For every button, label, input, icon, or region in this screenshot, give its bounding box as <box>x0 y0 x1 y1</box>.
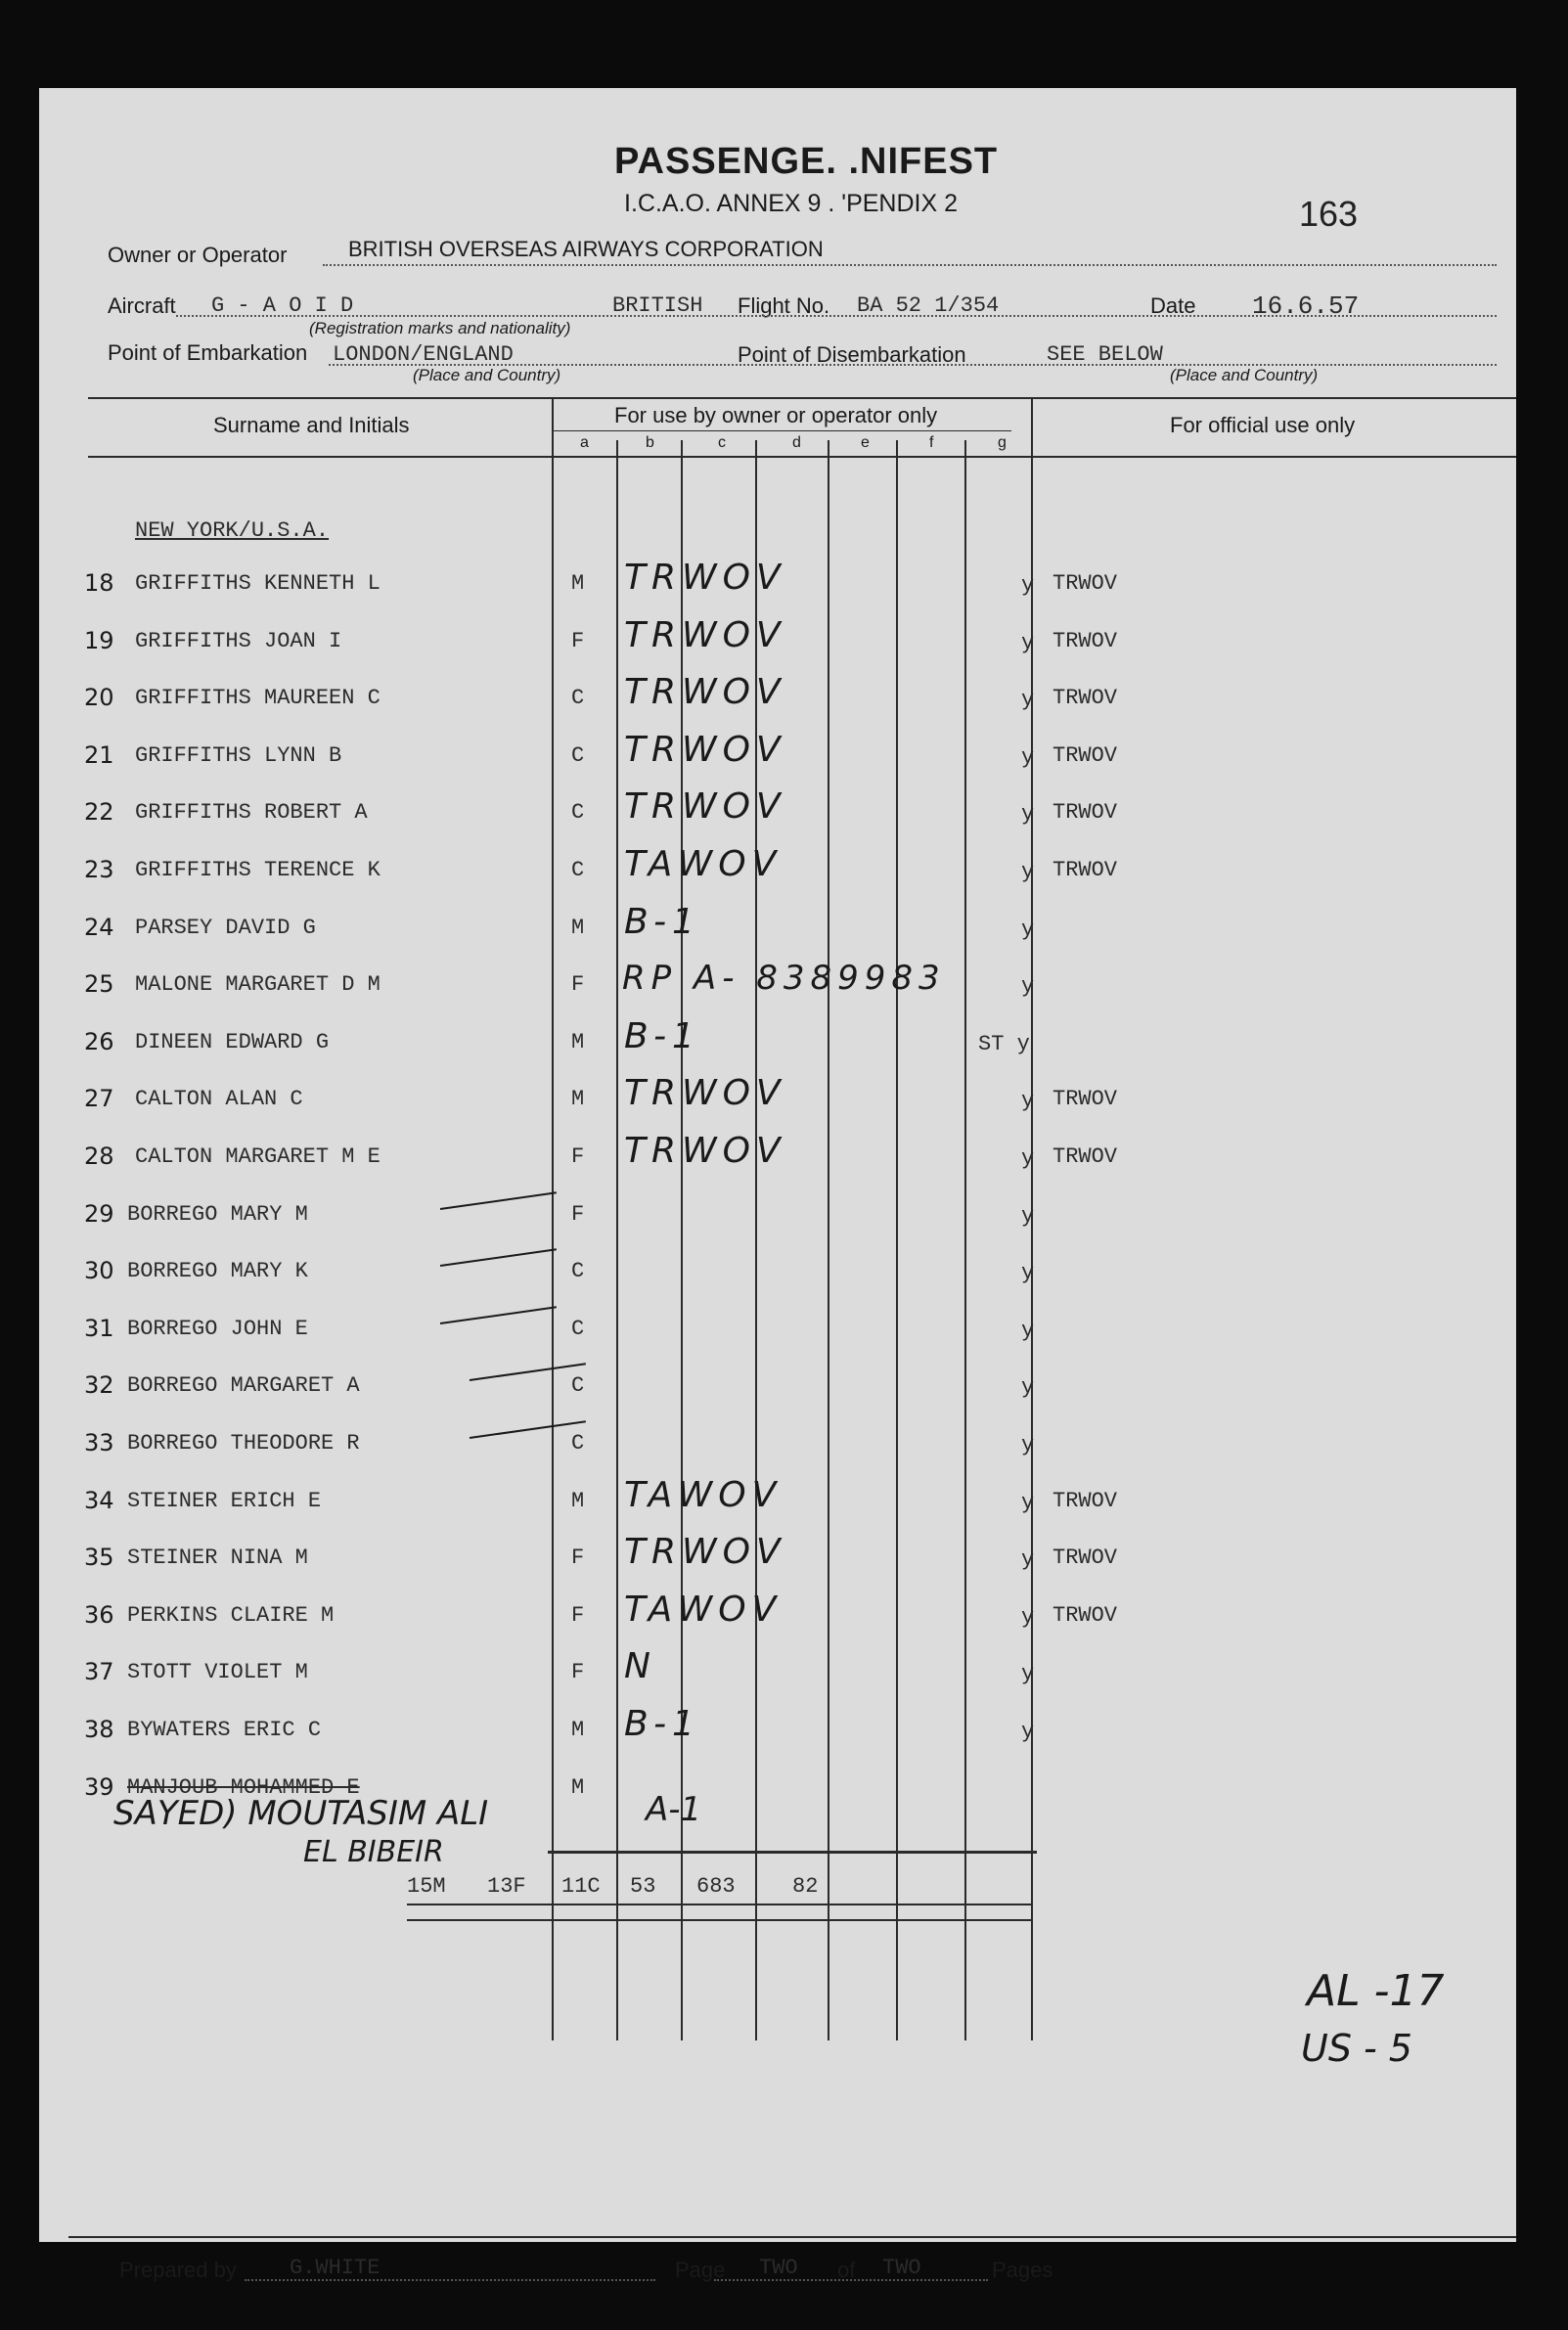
passenger-name: BORREGO MARY K <box>127 1259 308 1283</box>
flight-number: BA 52 1/354 <box>857 293 1000 318</box>
row-number: 31 <box>84 1315 114 1342</box>
registration-note: (Registration marks and nationality) <box>309 319 571 337</box>
passenger-category: M <box>571 1775 585 1800</box>
passenger-column-g: y <box>1021 1491 1035 1515</box>
col-e-header: e <box>861 434 870 451</box>
row-number: 22 <box>84 798 114 826</box>
strike-mark <box>470 1363 586 1381</box>
passenger-name: MALONE MARGARET D M <box>135 972 381 997</box>
passenger-code: TRWOV <box>624 786 786 827</box>
row-number: 18 <box>84 569 114 597</box>
passenger-column-g: y <box>1021 1433 1035 1457</box>
passenger-code: TRWOV <box>624 1073 786 1113</box>
passenger-column-g: y <box>1021 1605 1035 1630</box>
passenger-category: C <box>571 1317 585 1341</box>
row-number: 32 <box>84 1371 114 1399</box>
passenger-column-g: y <box>1021 802 1035 827</box>
passenger-name: GRIFFITHS LYNN B <box>135 743 342 768</box>
row-number: 20 <box>84 684 114 711</box>
passenger-column-g: y <box>1021 573 1035 598</box>
official-use-entry: TRWOV <box>1053 1087 1118 1111</box>
col-f-header: f <box>929 434 934 451</box>
passenger-column-g: y <box>1021 974 1035 999</box>
passenger-code: TRWOV <box>624 1131 786 1171</box>
row-number: 35 <box>84 1544 114 1571</box>
passenger-category: F <box>571 629 585 653</box>
passenger-column-g: y <box>1021 918 1035 942</box>
operator-label: Owner or Operator <box>108 243 288 267</box>
strike-mark <box>440 1191 557 1210</box>
passenger-name: DINEEN EDWARD G <box>135 1030 330 1054</box>
prepared-by-value: G.WHITE <box>290 2256 381 2280</box>
passenger-category: F <box>571 972 585 997</box>
passenger-column-g: y <box>1021 1319 1035 1343</box>
passenger-code: TAWOV <box>624 1475 783 1515</box>
passenger-column-g: y <box>1021 1375 1035 1400</box>
embarkation-value: LONDON/ENGLAND <box>333 342 514 367</box>
disembarkation-value: SEE BELOW <box>1047 342 1163 367</box>
passenger-name: BORREGO MARGARET A <box>127 1373 360 1398</box>
official-use-entry: TRWOV <box>1053 686 1118 710</box>
col-d-header: d <box>792 434 801 451</box>
operator-value: BRITISH OVERSEAS AIRWAYS CORPORATION <box>348 237 824 261</box>
official-use-entry: TRWOV <box>1053 1144 1118 1169</box>
official-use-entry: TRWOV <box>1053 1546 1118 1570</box>
row-number: 28 <box>84 1143 114 1170</box>
of-value: TWO <box>882 2256 921 2280</box>
col-g-header: g <box>998 434 1007 451</box>
date-label: Date <box>1150 293 1196 318</box>
disembarkation-note: (Place and Country) <box>1170 366 1319 384</box>
passenger-category: C <box>571 1373 585 1398</box>
row-number: 34 <box>84 1487 114 1514</box>
passenger-category: M <box>571 1087 585 1111</box>
passenger-name: GRIFFITHS ROBERT A <box>135 800 368 825</box>
passenger-category: F <box>571 1144 585 1169</box>
margin-note-line1: AL -17 <box>1307 1966 1445 2016</box>
passenger-name: MANJOUB MOHAMMED E <box>127 1775 360 1800</box>
page-number: 163 <box>1299 194 1359 234</box>
of-label: of <box>837 2258 856 2282</box>
manifest-sheet <box>39 88 1516 2282</box>
passenger-code: TRWOV <box>624 1532 786 1572</box>
total-d: 82 <box>792 1874 819 1899</box>
col-owner-use-header: For use by owner or operator only <box>614 403 938 427</box>
passenger-name: PARSEY DAVID G <box>135 916 316 940</box>
passenger-column-g: y <box>1021 1261 1035 1285</box>
total-c: 683 <box>696 1874 736 1899</box>
embarkation-label: Point of Embarkation <box>108 340 308 365</box>
correction-code: A-1 <box>646 1790 702 1829</box>
row-number: 30 <box>84 1257 114 1284</box>
passenger-code: TRWOV <box>624 615 786 655</box>
row-number: 25 <box>84 970 114 998</box>
official-use-entry: TRWOV <box>1053 571 1118 596</box>
passenger-code: RP A- 8389983 <box>622 959 946 998</box>
passenger-category: F <box>571 1546 585 1570</box>
aircraft-label: Aircraft <box>108 293 176 318</box>
passenger-name: BORREGO THEODORE R <box>127 1431 360 1456</box>
aircraft-nationality: BRITISH <box>612 293 703 318</box>
passenger-category: C <box>571 743 585 768</box>
passenger-code: B-1 <box>624 902 700 942</box>
official-use-entry: TRWOV <box>1053 858 1118 882</box>
passenger-code: TRWOV <box>624 558 786 598</box>
row-number: 38 <box>84 1716 114 1743</box>
row-number: 27 <box>84 1085 114 1112</box>
passenger-name: STEINER ERICH E <box>127 1489 322 1513</box>
passenger-name: GRIFFITHS MAUREEN C <box>135 686 381 710</box>
strike-mark <box>440 1248 557 1267</box>
passenger-category: M <box>571 571 585 596</box>
official-use-entry: TRWOV <box>1053 743 1118 768</box>
row-number: 39 <box>84 1773 114 1801</box>
passenger-column-g: y <box>1021 1662 1035 1686</box>
col-surname-header: Surname and Initials <box>213 413 410 437</box>
strike-mark <box>470 1420 586 1439</box>
passenger-column-g: y <box>1021 1204 1035 1229</box>
total-females: 13F <box>487 1874 526 1899</box>
flight-label: Flight No. <box>738 293 830 318</box>
passenger-name: PERKINS CLAIRE M <box>127 1603 335 1628</box>
embarkation-note: (Place and Country) <box>413 366 561 384</box>
pages-label: Pages <box>992 2258 1053 2282</box>
strike-mark <box>440 1306 557 1324</box>
col-official-use-header: For official use only <box>1170 413 1356 437</box>
manifest-title: PASSENGE. .NIFEST <box>614 141 999 182</box>
passenger-code: B-1 <box>624 1016 700 1056</box>
passenger-column-g: y <box>1021 1720 1035 1744</box>
destination-heading: NEW YORK/U.S.A. <box>135 518 330 543</box>
passenger-name: CALTON MARGARET M E <box>135 1144 381 1169</box>
passenger-name: GRIFFITHS TERENCE K <box>135 858 381 882</box>
official-use-entry: TRWOV <box>1053 629 1118 653</box>
passenger-name: STOTT VIOLET M <box>127 1660 308 1684</box>
official-use-entry: TRWOV <box>1053 800 1118 825</box>
passenger-category: M <box>571 1030 585 1054</box>
passenger-category: F <box>571 1202 585 1227</box>
passenger-name: BORREGO MARY M <box>127 1202 308 1227</box>
passenger-category: M <box>571 916 585 940</box>
row-number: 21 <box>84 741 114 769</box>
passenger-code: TAWOV <box>624 844 783 884</box>
passenger-category: F <box>571 1660 585 1684</box>
official-use-entry: TRWOV <box>1053 1603 1118 1628</box>
passenger-category: C <box>571 1431 585 1456</box>
passenger-code: B-1 <box>624 1704 700 1744</box>
passenger-column-g: y <box>1021 688 1035 712</box>
passenger-column-g: y <box>1021 631 1035 655</box>
total-children: 11C <box>561 1874 601 1899</box>
passenger-name: STEINER NINA M <box>127 1546 308 1570</box>
passenger-category: F <box>571 1603 585 1628</box>
total-males: 15M <box>407 1874 446 1899</box>
manifest-subtitle: I.C.A.O. ANNEX 9 . 'PENDIX 2 <box>624 190 958 217</box>
passenger-name: GRIFFITHS JOAN I <box>135 629 342 653</box>
margin-note-line2: US - 5 <box>1301 2027 1412 2070</box>
total-b: 53 <box>630 1874 656 1899</box>
correction-name-line1: SAYED) MOUTASIM ALI <box>113 1794 489 1833</box>
passenger-name: CALTON ALAN C <box>135 1087 303 1111</box>
disembarkation-label: Point of Disembarkation <box>738 342 966 367</box>
passenger-column-g: y <box>1021 1146 1035 1171</box>
aircraft-registration: G - A O I D <box>211 293 354 318</box>
row-number: 19 <box>84 627 114 654</box>
passenger-category: M <box>571 1718 585 1742</box>
prepared-by-label: Prepared by <box>119 2258 237 2282</box>
row-number: 36 <box>84 1601 114 1629</box>
passenger-code: TRWOV <box>624 672 786 712</box>
row-number: 33 <box>84 1429 114 1456</box>
col-b-header: b <box>646 434 654 451</box>
passenger-column-g: y <box>1021 860 1035 884</box>
passenger-category: C <box>571 686 585 710</box>
passenger-code: TRWOV <box>624 730 786 770</box>
passenger-name: GRIFFITHS KENNETH L <box>135 571 381 596</box>
row-number: 24 <box>84 914 114 941</box>
row-number: 29 <box>84 1200 114 1228</box>
correction-name-line2: EL BIBEIR <box>303 1835 444 1869</box>
official-use-entry: TRWOV <box>1053 1489 1118 1513</box>
passenger-code: N <box>624 1646 656 1686</box>
passenger-category: C <box>571 858 585 882</box>
col-c-header: c <box>718 434 726 451</box>
passenger-category: M <box>571 1489 585 1513</box>
passenger-category: C <box>571 800 585 825</box>
passenger-name: BORREGO JOHN E <box>127 1317 308 1341</box>
page-label: Page <box>675 2258 726 2282</box>
page-value: TWO <box>759 2256 798 2280</box>
date-value: 16.6.57 <box>1252 291 1360 321</box>
row-number: 37 <box>84 1658 114 1685</box>
passenger-column-g: y <box>1021 1089 1035 1113</box>
row-number: 26 <box>84 1028 114 1055</box>
passenger-column-g: y <box>1021 745 1035 770</box>
passenger-category: C <box>571 1259 585 1283</box>
row-number: 23 <box>84 856 114 883</box>
passenger-name: BYWATERS ERIC C <box>127 1718 322 1742</box>
col-a-header: a <box>580 434 589 451</box>
passenger-code: TAWOV <box>624 1590 783 1630</box>
passenger-column-g: ST y <box>978 1032 1030 1056</box>
passenger-column-g: y <box>1021 1547 1035 1572</box>
